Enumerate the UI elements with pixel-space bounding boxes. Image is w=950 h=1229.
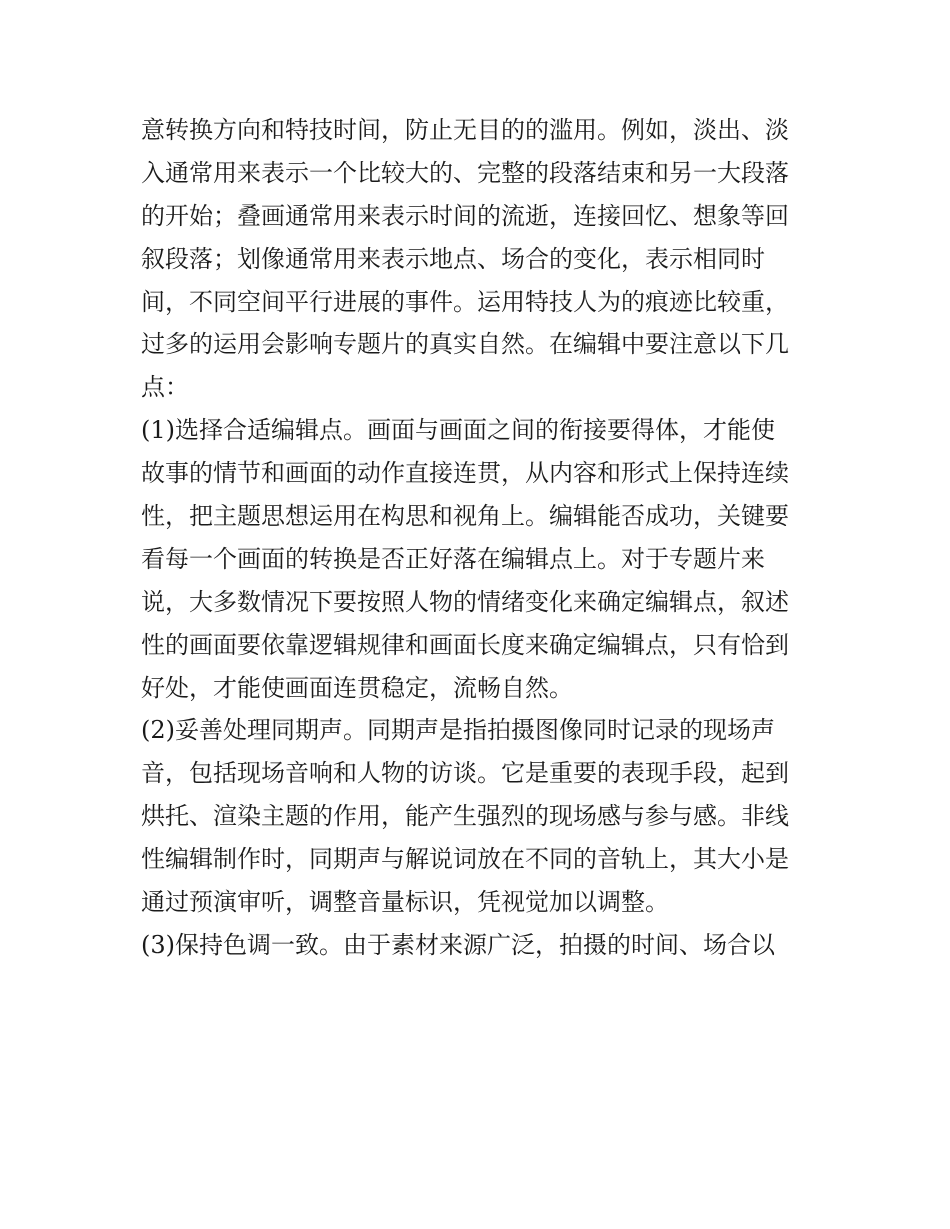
text-line: 性编辑制作时，同期声与解说词放在不同的音轨上，其大小是	[141, 845, 789, 874]
text-line: 间，不同空间平行进展的事件。运用特技人为的痕迹比较重，	[141, 287, 789, 316]
text-line: 烘托、渲染主题的作用，能产生强烈的现场感与参与感。非线	[141, 802, 789, 831]
text-line: 入通常用来表示一个比较大的、完整的段落结束和另一大段落	[141, 158, 789, 187]
body-text	[141, 109, 821, 967]
text-line: 过多的运用会影响专题片的真实自然。在编辑中要注意以下几	[141, 330, 789, 359]
text-line: 说，大多数情况下要按照人物的情绪变化来确定编辑点，叙述	[141, 587, 789, 616]
text-line: 好处，才能使画面连贯稳定，流畅自然。	[141, 673, 573, 702]
text-line: (1)选择合适编辑点。画面与画面之间的衔接要得体，才能使	[141, 416, 775, 445]
text-line: 音，包括现场音响和人物的访谈。它是重要的表现手段，起到	[141, 759, 789, 788]
text-line: 点：	[141, 373, 189, 402]
text-line: 意转换方向和特技时间，防止无目的的滥用。例如，淡出、淡	[141, 116, 789, 144]
text-line: (3)保持色调一致。由于素材来源广泛，拍摄的时间、场合以	[141, 930, 775, 959]
text-line: (2)妥善处理同期声。同期声是指拍摄图像同时记录的现场声	[141, 716, 775, 745]
text-line: 通过预演审听，调整音量标识，凭视觉加以调整。	[141, 888, 669, 917]
text-line: 性的画面要依靠逻辑规律和画面长度来确定编辑点，只有恰到	[141, 630, 789, 659]
text-line: 性，把主题思想运用在构思和视角上。编辑能否成功，关键要	[141, 502, 789, 531]
text-line: 叙段落；划像通常用来表示地点、场合的变化，表示相同时	[141, 244, 765, 273]
text-line: 看每一个画面的转换是否正好落在编辑点上。对于专题片来	[141, 544, 765, 573]
text-line: 的开始；叠画通常用来表示时间的流逝，连接回忆、想象等回	[141, 201, 789, 230]
text-line: 故事的情节和画面的动作直接连贯，从内容和形式上保持连续	[141, 459, 789, 488]
